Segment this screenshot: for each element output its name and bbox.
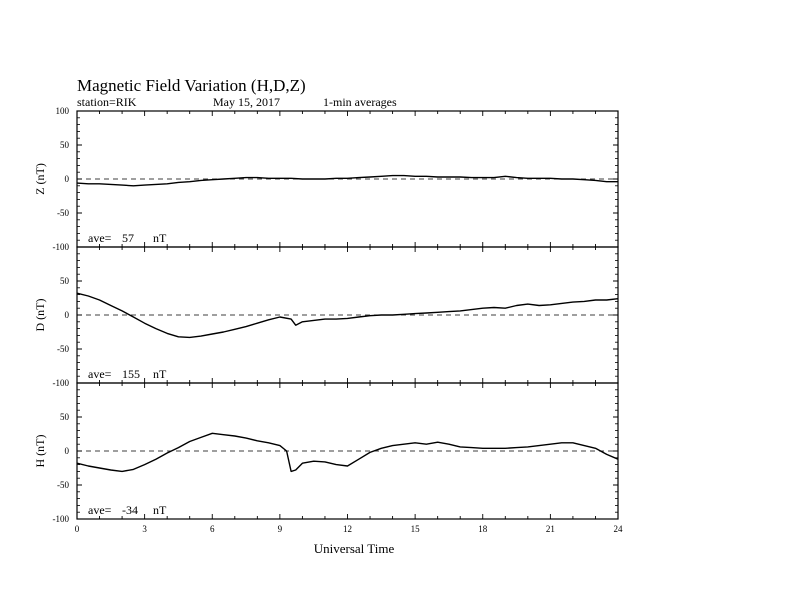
x-tick-label: 12 xyxy=(343,524,352,534)
panels xyxy=(33,106,623,534)
y-tick-label: 50 xyxy=(60,412,69,422)
y-tick-label: -50 xyxy=(57,480,69,490)
y-tick-label: -100 xyxy=(52,242,69,252)
x-tick-label: 24 xyxy=(613,524,623,534)
x-tick-label: 9 xyxy=(277,524,283,534)
y-tick-label: 50 xyxy=(60,140,69,150)
chart-title: Magnetic Field Variation (H,D,Z) xyxy=(77,76,306,95)
ave-label: ave= xyxy=(88,503,112,517)
y-tick-label: -50 xyxy=(57,344,69,354)
y-tick-label: 0 xyxy=(64,310,69,320)
panel-h xyxy=(33,383,623,534)
series-line-z xyxy=(77,176,618,186)
series-line-h xyxy=(77,433,618,471)
y-axis-label: D (nT) xyxy=(33,298,47,332)
date-label: May 15, 2017 xyxy=(213,95,280,109)
ave-value: 57 xyxy=(122,231,134,245)
y-tick-label: -50 xyxy=(57,208,69,218)
y-tick-label: 50 xyxy=(60,276,69,286)
averaging-label: 1-min averages xyxy=(323,95,397,109)
x-tick-label: 18 xyxy=(478,524,488,534)
y-tick-label: 0 xyxy=(64,174,69,184)
panel-d xyxy=(33,247,618,388)
y-tick-label: -100 xyxy=(52,378,69,388)
y-tick-label: 100 xyxy=(55,106,69,116)
ave-unit: nT xyxy=(153,503,167,517)
x-tick-label: 15 xyxy=(410,524,420,534)
x-tick-label: 6 xyxy=(210,524,215,534)
station-label: station=RIK xyxy=(77,95,137,109)
y-tick-label: -100 xyxy=(52,514,69,524)
y-axis-label: Z (nT) xyxy=(33,163,47,195)
x-tick-label: 0 xyxy=(74,524,80,534)
x-tick-label: 3 xyxy=(142,524,147,534)
ave-unit: nT xyxy=(153,367,167,381)
ave-label: ave= xyxy=(88,367,112,381)
ave-label: ave= xyxy=(88,231,112,245)
y-tick-label: 0 xyxy=(64,446,69,456)
ave-value: 155 xyxy=(122,367,140,381)
ave-value: -34 xyxy=(122,503,138,517)
x-tick-label: 21 xyxy=(545,524,555,534)
y-axis-label: H (nT) xyxy=(33,434,47,468)
panel-z xyxy=(33,106,618,252)
ave-unit: nT xyxy=(153,231,167,245)
x-axis-label: Universal Time xyxy=(313,541,395,556)
